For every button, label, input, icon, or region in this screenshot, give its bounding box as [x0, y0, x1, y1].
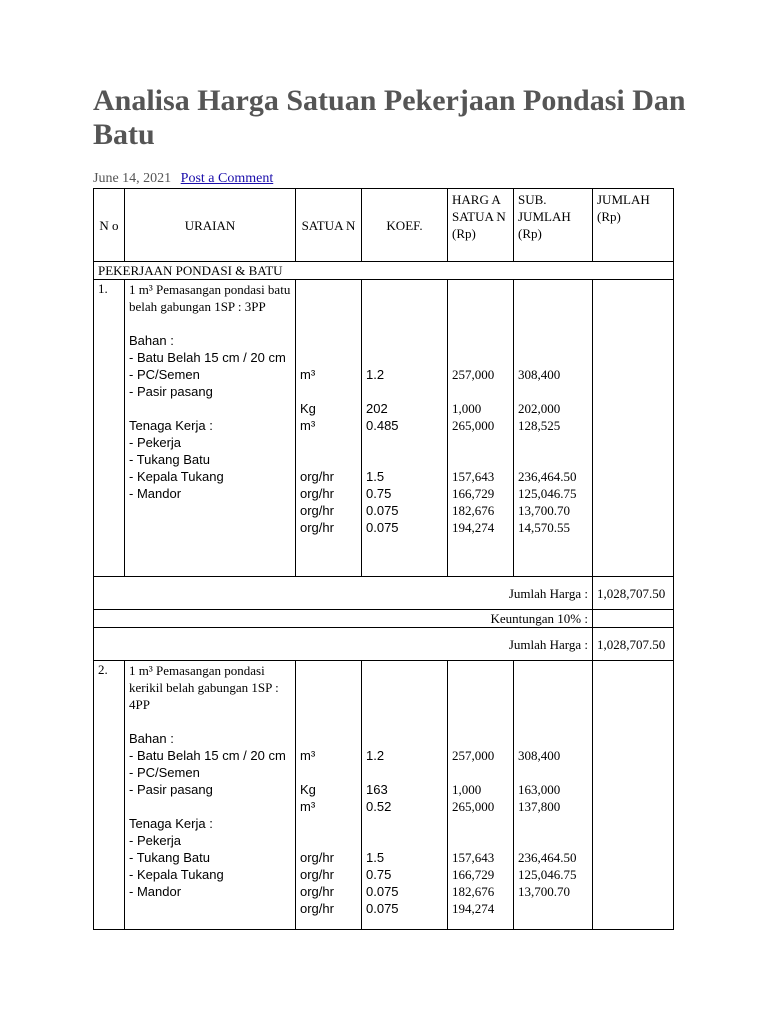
material-unit: m³ [300, 367, 316, 382]
spacer [366, 679, 443, 696]
item-title: 1 m³ Pemasangan pondasi kerikil belah gabungan 1SP : 4PP [129, 663, 279, 712]
spacer [518, 434, 588, 451]
material-price: 1,000 [452, 401, 482, 416]
material-subtotal: 202,000 [518, 401, 561, 416]
header-no: N o [94, 189, 125, 262]
material-coef: 202 [366, 401, 388, 416]
spacer [452, 315, 509, 332]
material-name: - Batu Belah 15 cm / 20 cm [129, 748, 286, 763]
labor-price: 182,676 [452, 503, 495, 518]
item-total [593, 661, 674, 930]
spacer [366, 451, 443, 468]
item-number: 2. [94, 661, 125, 930]
spacer [366, 713, 443, 730]
total-row-1 [94, 577, 674, 610]
labor-coef: 0.075 [366, 901, 399, 916]
spacer [518, 696, 588, 713]
material-price: 265,000 [452, 418, 495, 433]
spacer [452, 679, 509, 696]
spacer [518, 451, 588, 468]
labor-subtotal: 236,464.50 [518, 850, 577, 865]
spacer [366, 764, 443, 781]
header-satuan: SATUA N [296, 189, 362, 262]
labor-subtotal: 13,700.70 [518, 884, 570, 899]
labor-price: 194,274 [452, 901, 495, 916]
material-coef: 1.2 [366, 367, 385, 382]
item-subtotals [514, 280, 593, 577]
labor-subtotal: 125,046.75 [518, 486, 577, 501]
labor-coef: 1.5 [366, 469, 385, 484]
spacer [452, 662, 509, 679]
item-unit-prices [448, 661, 514, 930]
spacer [518, 713, 588, 730]
price-analysis-table [93, 188, 674, 930]
labor-unit: org/hr [300, 850, 334, 865]
spacer [452, 764, 509, 781]
material-unit: Kg [300, 401, 316, 416]
post-comment-link[interactable]: Post a Comment [180, 171, 274, 186]
spacer [129, 798, 291, 815]
item-description [125, 280, 296, 577]
header-harga-satuan: HARG A SATUA N (Rp) [448, 189, 514, 262]
spacer [452, 298, 509, 315]
material-price: 1,000 [452, 782, 482, 797]
item-group-1 [94, 280, 674, 577]
profit-label: Keuntungan 10% : [94, 610, 593, 628]
material-price: 257,000 [452, 367, 495, 382]
labor-unit: org/hr [300, 884, 334, 899]
header-uraian: URAIAN [125, 189, 296, 262]
spacer [452, 383, 509, 400]
post-meta [93, 171, 273, 187]
material-name: - PC/Semen [129, 367, 200, 382]
header-jumlah: JUMLAH (Rp) [593, 189, 674, 262]
spacer [452, 332, 509, 349]
labor-subtotal: 13,700.70 [518, 503, 570, 518]
spacer [300, 832, 357, 849]
material-subtotal: 137,800 [518, 799, 561, 814]
spacer [366, 696, 443, 713]
labor-name: - Tukang Batu [129, 452, 210, 467]
item-units [296, 280, 362, 577]
item-units [296, 661, 362, 930]
spacer [518, 315, 588, 332]
item-title: 1 m³ Pemasangan pondasi batu belah gabungan 1SP : 3PP [129, 282, 291, 314]
section-title: PEKERJAAN PONDASI & BATU [94, 262, 674, 280]
labor-label: Tenaga Kerja : [129, 816, 213, 831]
item-row [94, 280, 674, 577]
spacer [300, 713, 357, 730]
labor-label: Tenaga Kerja : [129, 418, 213, 433]
spacer [518, 730, 588, 747]
section-row [94, 262, 674, 280]
spacer [300, 696, 357, 713]
spacer [518, 679, 588, 696]
spacer [366, 815, 443, 832]
material-subtotal: 128,525 [518, 418, 561, 433]
bahan-label: Bahan : [129, 731, 174, 746]
labor-coef: 0.075 [366, 884, 399, 899]
spacer [300, 281, 357, 298]
labor-coef: 0.75 [366, 867, 392, 882]
spacer [452, 815, 509, 832]
spacer [518, 281, 588, 298]
labor-price: 194,274 [452, 520, 495, 535]
material-unit: m³ [300, 418, 316, 433]
article-title: Analisa Harga Satuan Pekerjaan Pondasi Dan Batu [93, 84, 686, 151]
labor-price: 157,643 [452, 469, 495, 484]
labor-name: - Mandor [129, 486, 182, 501]
labor-name: - Kepala Tukang [129, 469, 224, 484]
spacer [452, 696, 509, 713]
spacer [452, 349, 509, 366]
spacer [518, 332, 588, 349]
material-unit: m³ [300, 748, 316, 763]
spacer [300, 730, 357, 747]
labor-name: - Pekerja [129, 435, 182, 450]
bahan-label: Bahan : [129, 333, 174, 348]
spacer [452, 434, 509, 451]
material-name: - Pasir pasang [129, 384, 213, 399]
spacer [300, 434, 357, 451]
spacer [300, 815, 357, 832]
labor-price: 182,676 [452, 884, 495, 899]
labor-coef: 0.075 [366, 520, 399, 535]
spacer [300, 332, 357, 349]
spacer [518, 764, 588, 781]
item-description [125, 661, 296, 930]
item-group-2 [94, 661, 674, 930]
spacer [518, 298, 588, 315]
total-label-1: Jumlah Harga : [94, 577, 593, 610]
spacer [366, 434, 443, 451]
material-unit: m³ [300, 799, 316, 814]
item-coefficients [362, 280, 448, 577]
material-coef: 163 [366, 782, 388, 797]
labor-coef: 1.5 [366, 850, 385, 865]
spacer [452, 713, 509, 730]
labor-unit: org/hr [300, 520, 334, 535]
item-unit-prices [448, 280, 514, 577]
labor-name: - Pekerja [129, 833, 182, 848]
spacer [518, 832, 588, 849]
spacer [300, 298, 357, 315]
spacer [366, 730, 443, 747]
profit-row [94, 610, 674, 628]
spacer [129, 713, 291, 730]
spacer [300, 679, 357, 696]
labor-unit: org/hr [300, 867, 334, 882]
profit-value [593, 610, 674, 628]
spacer [366, 298, 443, 315]
labor-name: - Mandor [129, 884, 182, 899]
labor-coef: 0.75 [366, 486, 392, 501]
spacer [300, 451, 357, 468]
spacer [452, 281, 509, 298]
labor-unit: org/hr [300, 503, 334, 518]
labor-price: 166,729 [452, 867, 495, 882]
labor-unit: org/hr [300, 901, 334, 916]
spacer [300, 315, 357, 332]
item-subtotals [514, 661, 593, 930]
material-subtotal: 163,000 [518, 782, 561, 797]
spacer [518, 349, 588, 366]
spacer [366, 349, 443, 366]
total-value-1: 1,028,707.50 [593, 577, 674, 610]
spacer [452, 730, 509, 747]
spacer [518, 383, 588, 400]
material-name: - Pasir pasang [129, 782, 213, 797]
material-coef: 1.2 [366, 748, 385, 763]
header-koef: KOEF. [362, 189, 448, 262]
spacer [366, 662, 443, 679]
material-subtotal: 308,400 [518, 748, 561, 763]
labor-name: - Kepala Tukang [129, 867, 224, 882]
item-row [94, 661, 674, 930]
material-name: - Batu Belah 15 cm / 20 cm [129, 350, 286, 365]
material-subtotal: 308,400 [518, 367, 561, 382]
labor-name: - Tukang Batu [129, 850, 210, 865]
item-coefficients [362, 661, 448, 930]
spacer [366, 832, 443, 849]
header-sub-jumlah: SUB. JUMLAH (Rp) [514, 189, 593, 262]
spacer [518, 662, 588, 679]
post-date: June 14, 2021 [93, 171, 172, 186]
total-value-2: 1,028,707.50 [593, 628, 674, 661]
spacer [300, 349, 357, 366]
labor-subtotal: 125,046.75 [518, 867, 577, 882]
spacer [366, 315, 443, 332]
labor-subtotal: 236,464.50 [518, 469, 577, 484]
spacer [300, 662, 357, 679]
spacer [366, 332, 443, 349]
labor-unit: org/hr [300, 469, 334, 484]
labor-price: 157,643 [452, 850, 495, 865]
item-total [593, 280, 674, 577]
material-coef: 0.52 [366, 799, 392, 814]
material-name: - PC/Semen [129, 765, 200, 780]
spacer [452, 832, 509, 849]
labor-subtotal: 14,570.55 [518, 520, 570, 535]
spacer [129, 315, 291, 332]
spacer [366, 383, 443, 400]
spacer [518, 815, 588, 832]
spacer [452, 451, 509, 468]
header-row [94, 189, 674, 262]
spacer [366, 281, 443, 298]
labor-price: 166,729 [452, 486, 495, 501]
material-unit: Kg [300, 782, 316, 797]
material-coef: 0.485 [366, 418, 399, 433]
labor-unit: org/hr [300, 486, 334, 501]
material-price: 257,000 [452, 748, 495, 763]
material-price: 265,000 [452, 799, 495, 814]
spacer [300, 383, 357, 400]
labor-coef: 0.075 [366, 503, 399, 518]
spacer [129, 400, 291, 417]
item-number: 1. [94, 280, 125, 577]
total-label-2: Jumlah Harga : [94, 628, 593, 661]
spacer [300, 764, 357, 781]
total-row-2 [94, 628, 674, 661]
